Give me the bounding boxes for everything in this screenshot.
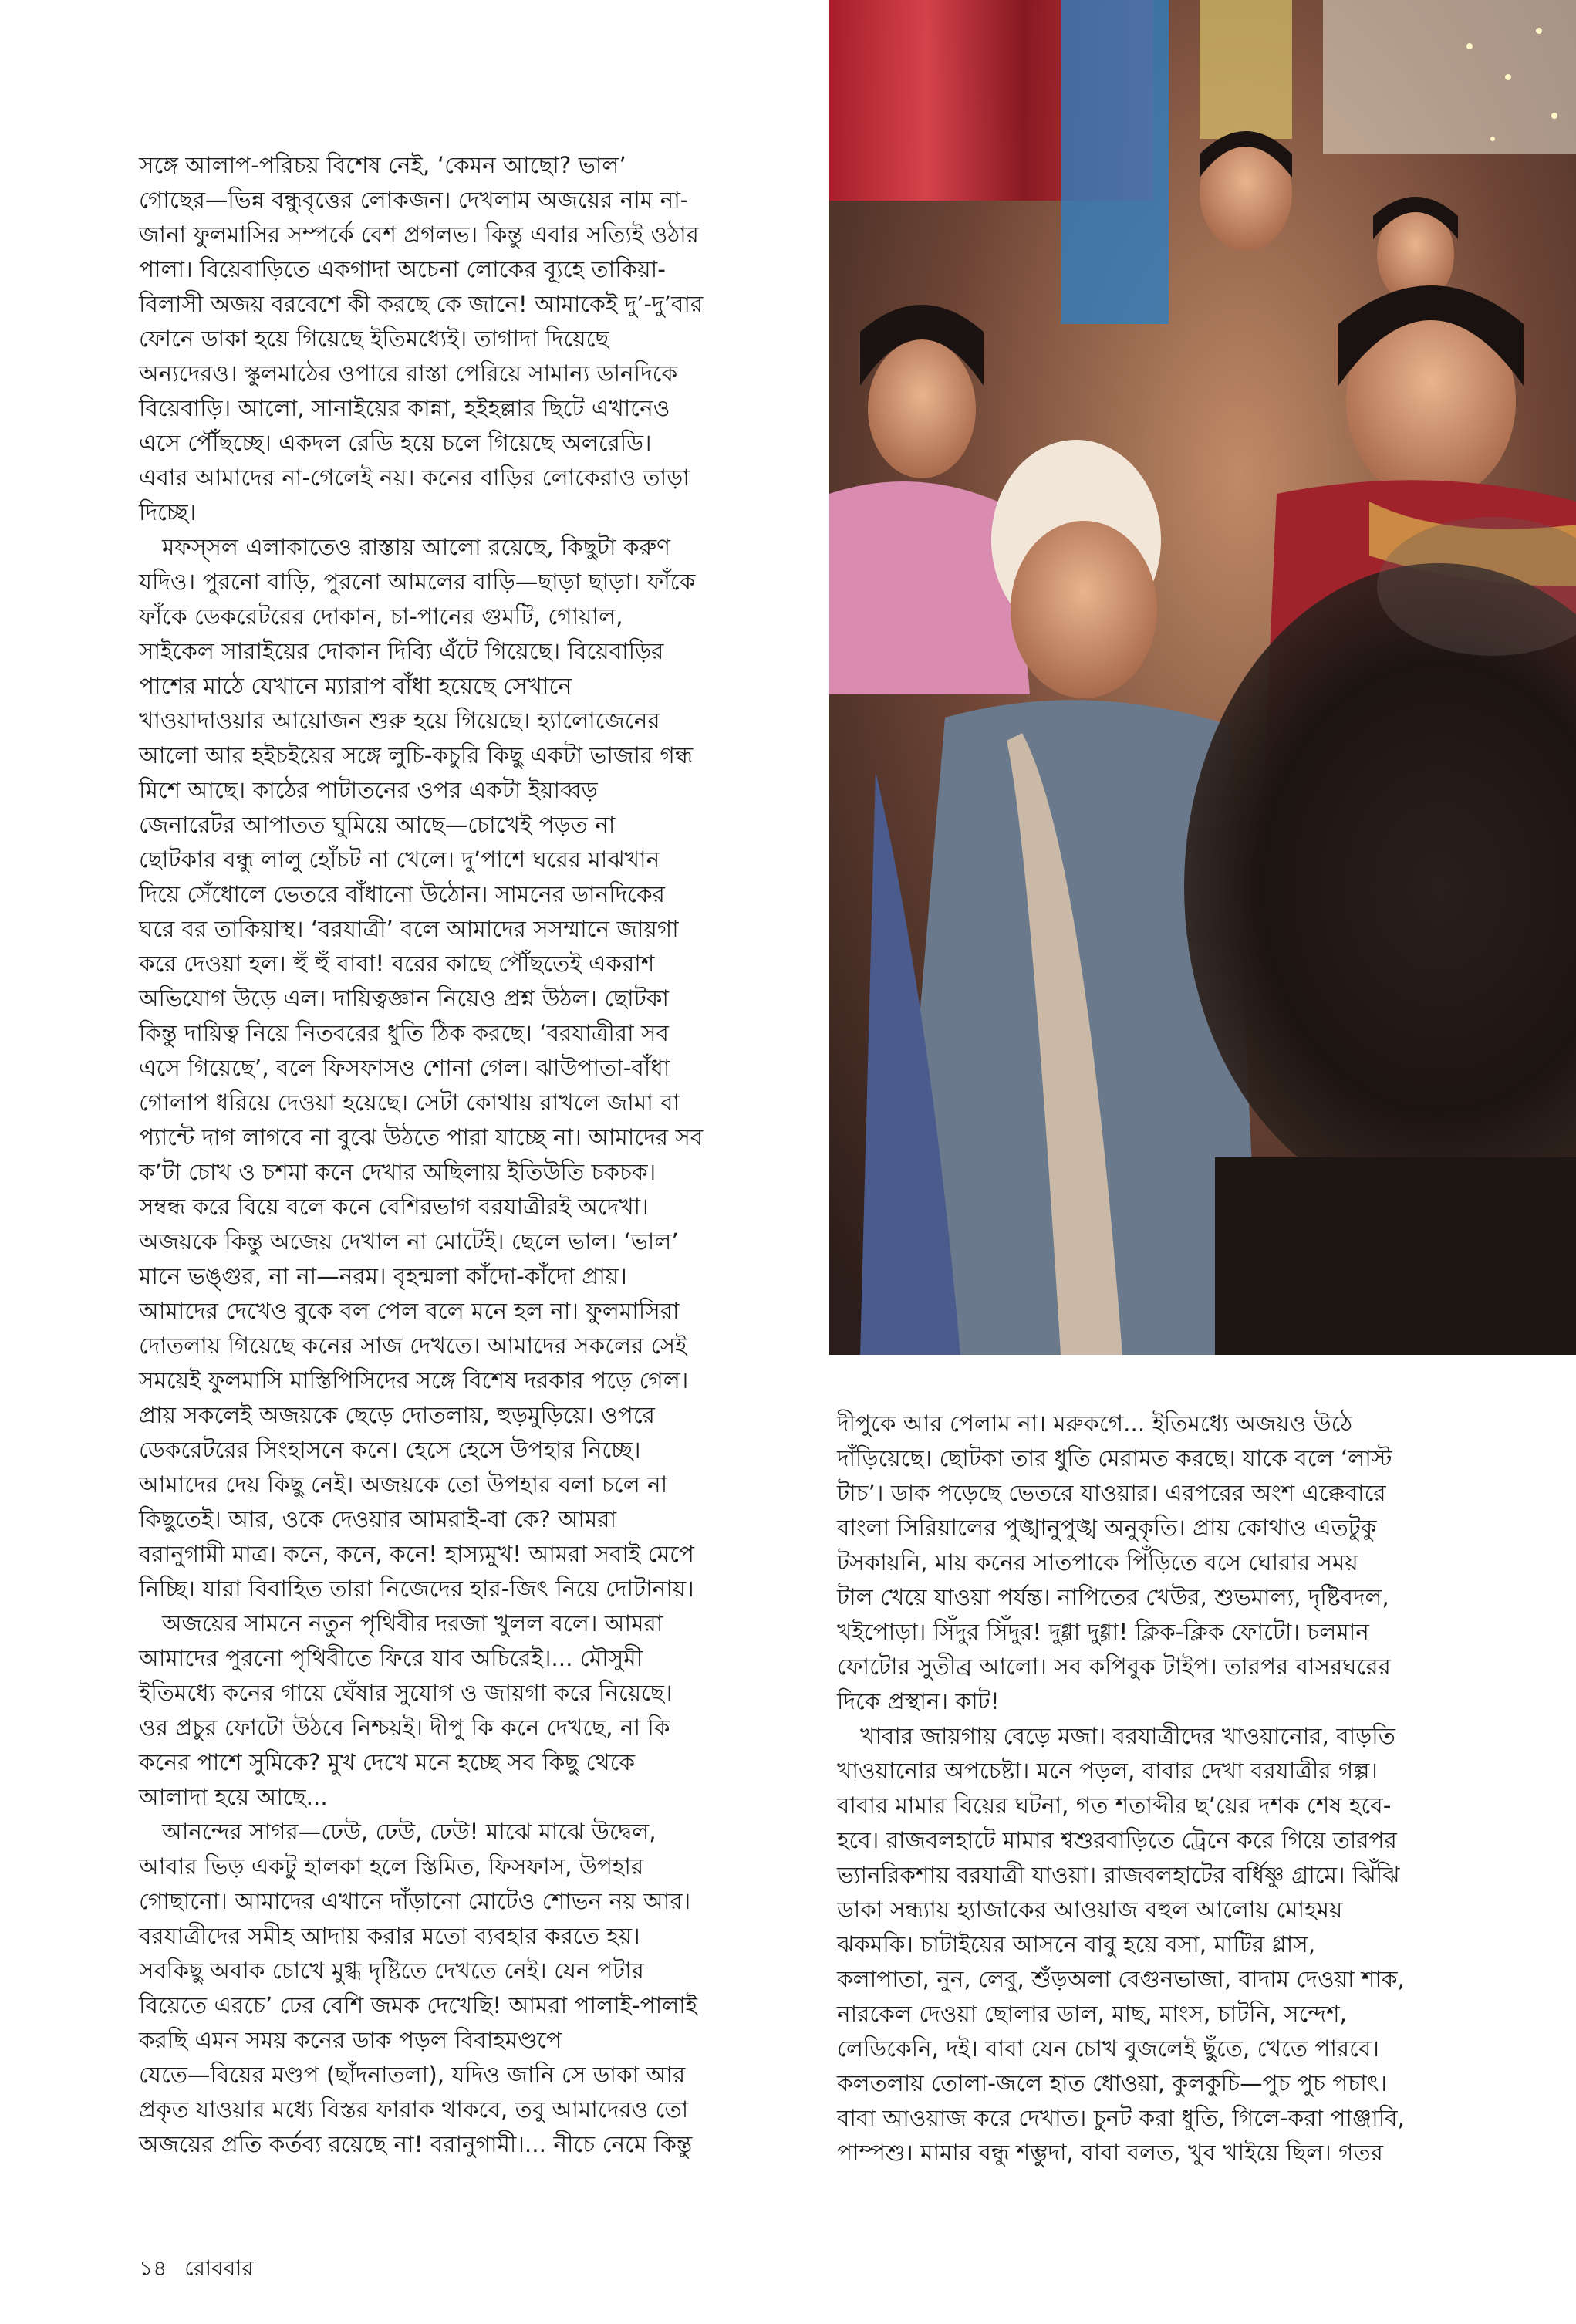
text-line: মিশে আছে। কাঠের পাটাতনের ওপর একটা ইয়াব্বড় [139, 777, 598, 803]
text-line: ঘরে বর তাকিয়াস্থ। ‘বরযাত্রী’ বলে আমাদের সসম্মানে জায়গা [139, 916, 679, 942]
text-line: অজয়ের প্রতি কর্তব্য রয়েছে না! বরানুগামী।... নীচে নেমে কিন্তু [139, 2131, 693, 2157]
text-line: আবার ভিড় একটু হালকা হলে স্তিমিত, ফিসফাস, উপহার [139, 1853, 644, 1880]
text-line: অভিযোগ উড়ে এল। দায়িত্বজ্ঞান নিয়েও প্রশ্ন উঠল। ছোটকা [139, 985, 669, 1012]
text-line: করে দেওয়া হল। হুঁ হুঁ বাবা! বরের কাছে পৌঁছতেই একরাশ [139, 951, 655, 977]
text-line: হবে। রাজবলহাটে মামার শ্বশুরবাড়িতে ট্রেনে করে গিয়ে তারপর [837, 1827, 1397, 1853]
text-line: খাওয়ানোর অপচেষ্টা। মনে পড়ল, বাবার দেখা বরযাত্রীর গল্প। [837, 1758, 1378, 1784]
text-line: গোলাপ ধরিয়ে দেওয়া হয়েছে। সেটা কোথায় রাখলে জামা বা [139, 1089, 680, 1116]
text-line: ওর প্রচুর ফোটো উঠবে নিশ্চয়ই। দীপু কি কনে দেখছে, না কি [139, 1714, 670, 1741]
text-line: প্রকৃত যাওয়ার মধ্যে বিস্তর ফারাক থাকবে, তবু আমাদেরও তো [139, 2096, 689, 2123]
text-line: বাংলা সিরিয়ালের পুঙ্খানুপুঙ্খ অনুকৃতি। প্রায় কোথাও এতটুকু [837, 1515, 1377, 1541]
text-line: যদিও। পুরনো বাড়ি, পুরনো আমলের বাড়ি—ছাড়া ছাড়া। ফাঁকে [139, 569, 696, 595]
text-line: জেনারেটর আপাতত ঘুমিয়ে আছে—চোখেই পড়ত না [139, 812, 616, 838]
text-line: গোছানো। আমাদের এখানে দাঁড়ানো মোটেও শোভন নয় আর। [139, 1888, 691, 1914]
text-line: নিচ্ছি। যারা বিবাহিত তারা নিজেদের হার-জিৎ নিয়ে দোটানায়। [139, 1576, 694, 1602]
text-line: মফস্সল এলাকাতেও রাস্তায় আলো রয়েছে, কিছুটা করুণ [162, 534, 671, 560]
text-line: দীপুকে আর পেলাম না। মরুকগে... ইতিমধ্যে অজয়ও উঠে [837, 1410, 1353, 1437]
text-line: যেতে—বিয়ের মণ্ডপ (ছাঁদনাতলা), যদিও জানি সে ডাকা আর [139, 2062, 686, 2088]
text-line: পালা। বিয়েবাড়িতে একগাদা অচেনা লোকের ব্যূহে তাকিয়া- [139, 256, 666, 282]
text-line: ডেকরেটরের সিংহাসনে কনে। হেসে হেসে উপহার নিচ্ছে। [139, 1437, 641, 1463]
text-line: বরযাত্রীদের সমীহ আদায় করার মতো ব্যবহার করতে হয়। [139, 1923, 640, 1949]
text-line: অন্যদেরও। স্কুলমাঠের ওপারে রাস্তা পেরিয়ে সামান্য ডানদিকে [139, 360, 678, 387]
text-line: কনের পাশে সুমিকে? মুখ দেখে মনে হচ্ছে সব কিছু থেকে [139, 1749, 636, 1775]
photo-illustration [829, 0, 1576, 1355]
text-line: আনন্দের সাগর—ঢেউ, ঢেউ, ঢেউ! মাঝে মাঝে উদ্বেল, [162, 1819, 656, 1845]
text-line: লেডিকেনি, দই। বাবা যেন চোখ বুজলেই ছুঁতে, খেতে পারবে। [837, 2035, 1379, 2062]
text-line: খইপোড়া। সিঁদুর সিঁদুর! দুগ্গা দুগ্গা! ক্লিক-ক্লিক ফোটো। চলমান [837, 1619, 1369, 1645]
text-line: টাল খেয়ে যাওয়া পর্যন্ত। নাপিতের খেউর, শুভমাল্য, দৃষ্টিবদল, [837, 1584, 1389, 1610]
text-line: কিছুতেই। আর, ওকে দেওয়ার আমরাই-বা কে? আমরা [139, 1506, 617, 1532]
text-line: পাশের মাঠে যেখানে ম্যারাপ বাঁধা হয়েছে সেখানে [139, 673, 572, 699]
text-line: বরানুগামী মাত্র। কনে, কনে, কনে! হাস্যমুখ! আমরা সবাই মেপে [139, 1541, 694, 1567]
text-line: বিলাসী অজয় বরবেশে কী করছে কে জানে! আমাকেই দু’-দু’বার [139, 291, 704, 317]
article-left-column [139, 148, 818, 2162]
text-line: বাবা আওয়াজ করে দেখাত। চুনট করা ধুতি, গিলে-করা পাঞ্জাবি, [837, 2105, 1405, 2131]
text-line: অজয়ের সামনে নতুন পৃথিবীর দরজা খুলল বলে। আমরা [162, 1610, 663, 1637]
text-line: বিয়েতে এরচে’ ঢের বেশি জমক দেখেছি! আমরা পালাই-পালাই [139, 1992, 698, 2018]
text-line: বিয়েবাড়ি। আলো, সানাইয়ের কান্না, হইহল্লার ছিটে এখানেও [139, 395, 670, 421]
text-line: ছোটকার বন্ধু লালু হোঁচট না খেলে। দু’পাশে ঘরের মাঝখান [139, 846, 660, 873]
wedding-crowd-photo [829, 0, 1576, 1355]
text-line: সম্বন্ধ করে বিয়ে বলে কনে বেশিরভাগ বরযাত্রীরই অদেখা। [139, 1194, 649, 1220]
text-line: খাবার জায়গায় বেড়ে মজা। বরযাত্রীদের খাওয়ানোর, বাড়তি [860, 1723, 1395, 1749]
text-line: ফোনে ডাকা হয়ে গিয়েছে ইতিমধ্যেই। তাগাদা দিয়েছে [139, 326, 609, 352]
text-line: করছি এমন সময় কনের ডাক পড়ল বিবাহমণ্ডপে [139, 2027, 562, 2053]
text-line: পাম্পশু। মামার বন্ধু শম্ভুদা, বাবা বলত, খুব খাইয়ে ছিল। গতর [837, 2140, 1383, 2166]
text-line: মানে ভঙ্গুর, না না—নরম। বৃহন্মলা কাঁদো-কাঁদো প্রায়। [139, 1263, 627, 1289]
text-line: সাইকেল সারাইয়ের দোকান দিব্যি এঁটে গিয়েছে। বিয়েবাড়ির [139, 638, 664, 664]
text-line: আমাদের দেয় কিছু নেই। অজয়কে তো উপহার বলা চলে না [139, 1471, 668, 1498]
magazine-name: রোববার [184, 2255, 254, 2281]
text-line: এসে পৌঁছচ্ছে। একদল রেডি হয়ে চলে গিয়েছে অলরেডি। [139, 430, 652, 456]
text-line: টাচ’। ডাক পড়েছে ভেতরে যাওয়ার। এরপরের অংশ এক্কেবারে [837, 1480, 1386, 1506]
text-line: আমাদের পুরনো পৃথিবীতে ফিরে যাব অচিরেই।... মৌসুমী [139, 1645, 643, 1671]
text-line: ক’টা চোখ ও চশমা কনে দেখার অছিলায় ইতিউতি চকচক। [139, 1159, 656, 1185]
text-line: আলো আর হইচইয়ের সঙ্গে লুচি-কচুরি কিছু একটা ভাজার গন্ধ [139, 742, 694, 768]
text-line: গোছের—ভিন্ন বন্ধুবৃত্তের লোকজন। দেখলাম অজয়ের নাম না- [139, 187, 689, 213]
text-line: আলাদা হয়ে আছে... [139, 1784, 328, 1810]
text-line: দাঁড়িয়েছে। ছোটকা তার ধুতি মেরামত করছে। যাকে বলে ‘লাস্ট [837, 1445, 1392, 1471]
page-footer [139, 2251, 265, 2288]
text-line: কলাপাতা, নুন, লেবু, শুঁড়অলা বেগুনভাজা, বাদাম দেওয়া শাক, [837, 1966, 1405, 1992]
text-line: অজয়কে কিন্তু অজেয় দেখাল না মোটেই। ছেলে ভাল। ‘ভাল’ [139, 1228, 679, 1255]
page-number: ১৪ [139, 2255, 167, 2281]
text-line: প্যান্টে দাগ লাগবে না বুঝে উঠতে পারা যাচ্ছে না। আমাদের সব [139, 1124, 704, 1150]
text-line: টসকায়নি, মায় কনের সাতপাকে পিঁড়িতে বসে ঘোরার সময় [837, 1549, 1358, 1576]
text-line: সবকিছু অবাক চোখে মুগ্ধ দৃষ্টিতে দেখতে নেই। যেন পটার [139, 1957, 644, 1984]
text-line: কলতলায় তোলা-জলে হাত ধোওয়া, কুলকুচি—পুচ পুচ পচাৎ। [837, 2070, 1388, 2096]
text-line: দিচ্ছে। [139, 499, 197, 525]
text-line: এসে গিয়েছে’, বলে ফিসফাসও শোনা গেল। ঝাউপাতা-বাঁধা [139, 1055, 670, 1081]
text-line: ইতিমধ্যে কনের গায়ে ঘেঁষার সুযোগ ও জায়গা করে নিয়েছে। [139, 1680, 673, 1706]
text-line: নারকেল দেওয়া ছোলার ডাল, মাছ, মাংস, চাটনি, সন্দেশ, [837, 2001, 1347, 2027]
text-line: ঝকমকি। চাটাইয়ের আসনে বাবু হয়ে বসা, মাটির গ্লাস, [837, 1931, 1316, 1957]
text-line: দিয়ে সেঁধোলে ভেতরে বাঁধানো উঠোন। সামনের ডানদিকের [139, 881, 665, 907]
text-line: কিন্তু দায়িত্ব নিয়ে নিতবরের ধুতি ঠিক করছে। ‘বরযাত্রীরা সব [139, 1020, 669, 1046]
text-line: সঙ্গে আলাপ-পরিচয় বিশেষ নেই, ‘কেমন আছো? ভাল’ [139, 152, 626, 178]
text-line: দিকে প্রস্থান। কাট! [837, 1688, 1000, 1714]
text-line: আমাদের দেখেও বুকে বল পেল বলে মনে হল না। ফুলমাসিরা [139, 1298, 680, 1324]
text-line: প্রায় সকলেই অজয়কে ছেড়ে দোতলায়, হুড়মুড়িয়ে। ওপরে [139, 1402, 655, 1428]
text-line: ফাঁকে ডেকরেটরের দোকান, চা-পানের গুমটি, গোয়াল, [139, 603, 623, 630]
text-line: খাওয়াদাওয়ার আয়োজন শুরু হয়ে গিয়েছে। হ্যালোজেনের [139, 708, 660, 734]
text-line: দোতলায় গিয়েছে কনের সাজ দেখতে। আমাদের সকলের সেই [139, 1333, 687, 1359]
text-line: জানা ফুলমাসির সম্পর্কে বেশ প্রগলভ। কিন্তু এবার সত্যিই ওঠার [139, 221, 699, 248]
text-line: বাবার মামার বিয়ের ঘটনা, গত শতাব্দীর ছ’য়ের দশক শেষ হবে- [837, 1792, 1392, 1819]
text-line: ডাকা সন্ধ্যায় হ্যাজাকের আওয়াজ বহুল আলোয় মোহময় [837, 1897, 1343, 1923]
text-line: ফোটোর সুতীব্র আলো। সব কপিবুক টাইপ। তারপর বাসরঘরের [837, 1653, 1391, 1680]
text-line: সময়েই ফুলমাসি মাস্তিপিসিদের সঙ্গে বিশেষ দরকার পড়ে গেল। [139, 1367, 689, 1393]
text-line: এবার আমাদের না-গেলেই নয়। কনের বাড়ির লোকেরাও তাড়া [139, 464, 690, 491]
text-line: ভ্যানরিকশায় বরযাত্রী যাওয়া। রাজবলহাটের বর্ধিষ্ণু গ্রামে। ঝিঁঝি [837, 1862, 1400, 1888]
article-right-column [837, 1407, 1439, 2170]
